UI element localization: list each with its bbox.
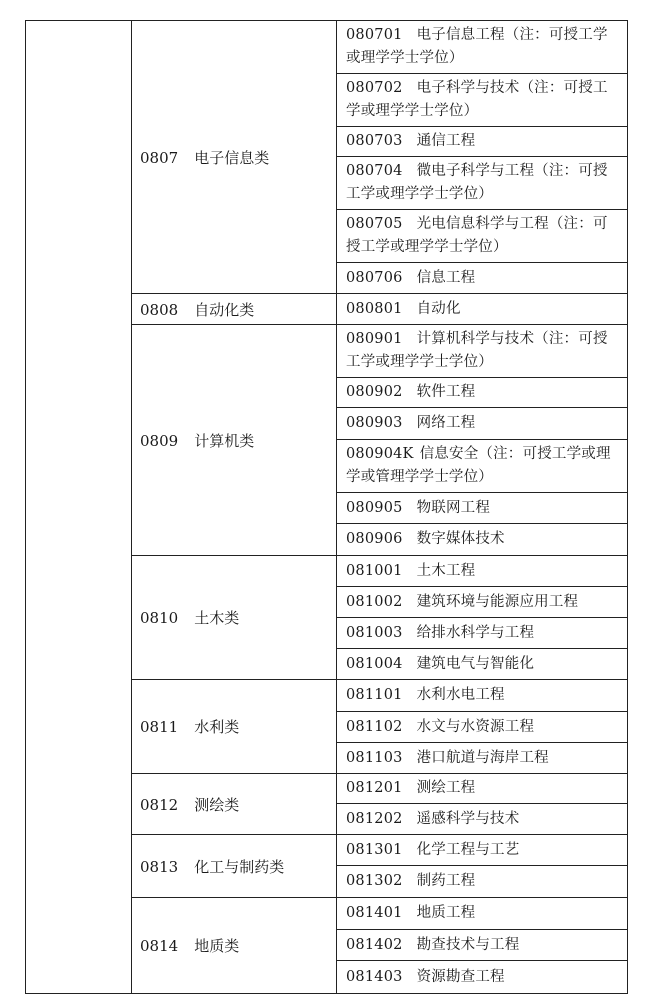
major-name: 制药工程	[416, 873, 476, 889]
major-cell	[337, 325, 628, 378]
major-name: 网络工程	[416, 415, 476, 431]
major-name: 化学工程与工艺	[416, 841, 520, 858]
major-class-cell	[132, 325, 337, 556]
major-code: 081302	[346, 873, 403, 889]
major-code: 081103	[346, 749, 403, 766]
major-class-code: 0814	[140, 937, 179, 955]
major-code: 080904K	[346, 446, 414, 462]
major-cell	[337, 440, 628, 493]
major-name: 信息工程	[416, 269, 476, 286]
major-cell	[337, 804, 628, 835]
major-name: 土木工程	[416, 562, 476, 579]
major-code: 081002	[346, 593, 403, 610]
major-name: 水利水电工程	[416, 687, 505, 703]
major-name: 测绘工程	[416, 780, 476, 796]
major-code: 080906	[346, 531, 403, 547]
major-cell	[337, 712, 628, 743]
major-name: 微电子科学与工程（注：可授工学或理学学士学位）	[346, 163, 608, 202]
major-class-name: 测绘类	[194, 795, 240, 814]
major-class-cell	[132, 556, 337, 680]
major-name: 建筑环境与能源应用工程	[416, 593, 579, 610]
major-code: 081201	[346, 780, 403, 796]
major-cell	[337, 378, 628, 408]
major-name: 电子信息工程（注：可授工学或理学学士学位）	[346, 27, 608, 66]
major-name: 地质工程	[416, 905, 476, 921]
major-class-name: 电子信息类	[194, 148, 270, 167]
major-cell	[337, 21, 628, 74]
major-class-cell	[132, 835, 337, 898]
major-name: 水文与水资源工程	[416, 718, 535, 735]
major-name: 光电信息科学与工程（注：可授工学或理学学士学位）	[346, 216, 608, 255]
major-name: 建筑电气与智能化	[416, 655, 535, 672]
major-name: 软件工程	[416, 384, 476, 400]
major-cell	[337, 127, 628, 157]
major-name: 勘查技术与工程	[416, 936, 520, 953]
major-code: 081003	[346, 624, 403, 641]
major-code: 081301	[346, 841, 403, 858]
major-name: 通信工程	[416, 133, 476, 149]
major-class-cell	[132, 294, 337, 325]
major-name: 港口航道与海岸工程	[416, 749, 549, 766]
major-name: 资源勘查工程	[416, 968, 505, 985]
major-code: 081402	[346, 936, 403, 953]
major-cell	[337, 157, 628, 210]
major-cell	[337, 774, 628, 804]
major-code: 080903	[346, 415, 403, 431]
major-class-code: 0810	[140, 609, 179, 627]
major-class-name: 水利类	[194, 718, 240, 736]
major-cell	[337, 743, 628, 774]
major-cell	[337, 524, 628, 556]
major-code: 081101	[346, 687, 403, 703]
table-row	[26, 21, 628, 74]
major-cell	[337, 294, 628, 325]
major-code: 080902	[346, 384, 403, 400]
major-cell	[337, 930, 628, 961]
major-code: 081004	[346, 655, 403, 672]
major-code: 080703	[346, 133, 403, 149]
major-class-code: 0812	[140, 795, 179, 814]
major-class-name: 地质类	[194, 937, 240, 955]
major-class-name: 化工与制药类	[194, 857, 285, 876]
major-class-cell	[132, 21, 337, 294]
major-cell	[337, 556, 628, 587]
major-code: 081102	[346, 718, 403, 735]
major-cell	[337, 898, 628, 930]
major-catalog-table	[25, 20, 628, 994]
major-code: 080905	[346, 499, 403, 516]
major-code: 080704	[346, 163, 403, 179]
major-code: 080705	[346, 216, 403, 232]
major-catalog-body	[26, 21, 628, 994]
major-class-name: 自动化类	[194, 300, 255, 319]
major-cell	[337, 961, 628, 994]
major-name: 遥感科学与技术	[416, 810, 520, 827]
major-code: 081403	[346, 968, 403, 985]
major-code: 081202	[346, 810, 403, 827]
major-name: 信息安全（注：可授工学或理学或管理学学士学位）	[346, 446, 611, 485]
major-cell	[337, 680, 628, 712]
major-catalog-table-wrap	[25, 20, 628, 994]
major-cell	[337, 493, 628, 524]
major-class-name: 计算机类	[194, 431, 255, 450]
major-name: 给排水科学与工程	[416, 624, 535, 641]
major-cell	[337, 618, 628, 649]
major-code: 080801	[346, 300, 403, 317]
major-code: 080901	[346, 331, 403, 347]
major-class-cell	[132, 898, 337, 994]
discipline-column-cell	[26, 21, 132, 994]
major-code: 080702	[346, 80, 403, 96]
major-name: 计算机科学与技术（注：可授工学或理学学士学位）	[346, 331, 608, 370]
major-class-code: 0808	[140, 300, 179, 319]
major-class-code: 0811	[140, 718, 179, 736]
major-code: 081401	[346, 905, 403, 921]
major-cell	[337, 587, 628, 618]
major-code: 081001	[346, 562, 403, 579]
major-cell	[337, 210, 628, 263]
major-cell	[337, 866, 628, 898]
major-name: 自动化	[416, 300, 461, 317]
major-cell	[337, 835, 628, 866]
major-name: 数字媒体技术	[416, 531, 505, 547]
major-code: 080706	[346, 269, 403, 286]
major-class-code: 0807	[140, 148, 179, 167]
major-class-code: 0813	[140, 857, 179, 876]
major-cell	[337, 263, 628, 294]
major-class-code: 0809	[140, 431, 179, 450]
major-class-cell	[132, 774, 337, 835]
major-name: 物联网工程	[416, 499, 491, 516]
major-class-name: 土木类	[194, 609, 240, 627]
major-code: 080701	[346, 27, 403, 43]
major-name: 电子科学与技术（注：可授工学或理学学士学位）	[346, 80, 608, 119]
major-cell	[337, 74, 628, 127]
major-cell	[337, 649, 628, 680]
major-cell	[337, 408, 628, 440]
major-class-cell	[132, 680, 337, 774]
